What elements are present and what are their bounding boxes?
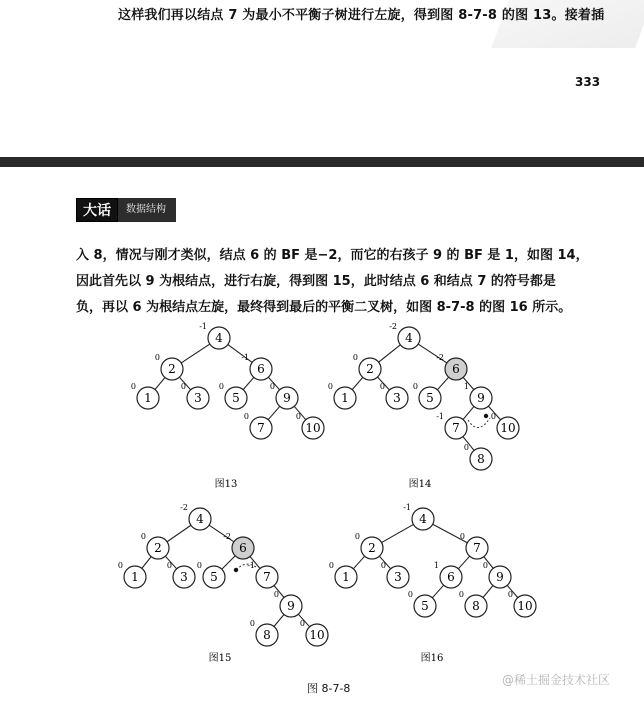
rotation-arrow-head-icon (484, 414, 488, 418)
tree-node-label: 3 (393, 391, 401, 405)
figure-caption: 图15 (208, 653, 232, 664)
tree-node-label: 2 (368, 541, 376, 555)
tree-node-label: 3 (394, 570, 402, 584)
balance-factor: 0 (243, 412, 249, 421)
balance-factor: -2 (180, 503, 188, 512)
tree-node-label: 2 (168, 362, 176, 376)
balance-factor: 0 (352, 353, 358, 362)
tree-node-label: 1 (342, 570, 350, 584)
tree-node-label: 1 (341, 391, 349, 405)
tree-node-label: 8 (263, 628, 271, 642)
balance-factor: -1 (241, 353, 249, 362)
balance-factor: -2 (389, 322, 397, 331)
tree-figure-15 (118, 503, 328, 664)
balance-factor: 0 (412, 382, 418, 391)
balance-factor: 0 (273, 590, 279, 599)
tree-figure-16 (329, 503, 536, 664)
tree-edge (243, 377, 254, 389)
tree-node-label: 1 (131, 570, 139, 584)
tree-edge (268, 406, 280, 419)
tree-edge (463, 406, 474, 419)
tree-node-label: 10 (305, 421, 321, 435)
tree-edge (142, 557, 151, 569)
paragraph-line: 负，再以 6 为根结点左旋，最终得到最后的平衡二叉树，如图 8-7-8 的图 16 所示。 (76, 300, 572, 315)
balance-factor: 0 (354, 532, 360, 541)
tree-node-label: 9 (287, 599, 295, 613)
tree-node-label: 7 (257, 421, 265, 435)
balance-factor: 0 (154, 353, 160, 362)
tree-node-label: 1 (144, 391, 152, 405)
balance-factor: 0 (249, 619, 255, 628)
tree-node-label: 3 (180, 570, 188, 584)
tree-edge (352, 377, 363, 389)
tree-edge (274, 614, 284, 626)
paragraph-line: 入 8，情况与刚才类似，结点 6 的 BF 是−2，而它的右孩子 9 的 BF 是 1，如图 14， (76, 248, 589, 263)
tree-node-label: 6 (257, 362, 265, 376)
tree-edge (155, 377, 165, 389)
tree-node-label: 4 (405, 331, 413, 345)
balance-factor: 0 (196, 561, 202, 570)
figure-caption: 图14 (408, 479, 432, 490)
tree-node-label: 4 (215, 331, 223, 345)
balance-factor: -2 (436, 353, 444, 362)
figure-caption: 图13 (214, 479, 238, 490)
rotation-arrow-icon (468, 418, 490, 428)
tree-edge (222, 556, 235, 569)
tree-node-label: 2 (366, 362, 374, 376)
tree-node-label: 2 (154, 541, 162, 555)
tree-node-label: 8 (477, 452, 485, 466)
tree-node-label: 8 (472, 599, 480, 613)
tree-node-label: 7 (473, 541, 481, 555)
balance-factor: 1 (433, 561, 439, 570)
tree-edge (483, 585, 493, 597)
tree-node-label: 6 (239, 541, 247, 555)
balance-factor: 0 (463, 443, 469, 452)
top-text-line: 这样我们再以结点 7 为最小不平衡子树进行左旋，得到图 8-7-8 的图 13。接着插 (118, 8, 605, 23)
tree-node-label: 10 (309, 628, 325, 642)
tree-edge (379, 345, 401, 362)
tree-figure-14 (328, 322, 519, 490)
tree-edge (382, 524, 414, 542)
tree-node-label: 4 (196, 512, 204, 526)
logo-main: 大话 (76, 198, 118, 222)
balance-factor: -1 (247, 561, 255, 570)
balance-factor: 0 (130, 382, 136, 391)
tree-node-label: 9 (496, 570, 504, 584)
tree-edge (458, 556, 469, 569)
tree-node-label: 5 (421, 599, 429, 613)
balance-factor: 0 (407, 590, 413, 599)
balance-factor: 0 (218, 382, 224, 391)
tree-figure-13 (131, 322, 324, 490)
tree-edge (437, 377, 448, 390)
tree-node-label: 7 (452, 421, 460, 435)
balance-factor: 1 (463, 382, 469, 391)
balance-factor: 0 (140, 532, 146, 541)
site-watermark: @稀土掘金技术社区 (502, 673, 611, 687)
balance-factor: 0 (380, 561, 386, 570)
rotation-arrow-head-icon (234, 568, 238, 572)
tree-node-label: 10 (500, 421, 516, 435)
balance-factor: 0 (507, 590, 513, 599)
balance-factor: 0 (328, 561, 334, 570)
tree-node-label: 5 (210, 570, 218, 584)
balance-factor: -2 (223, 532, 231, 541)
balance-factor: 0 (295, 412, 301, 421)
balance-factor: -1 (436, 412, 444, 421)
balance-factor: 0 (299, 619, 305, 628)
balance-factor: 0 (459, 532, 465, 541)
tree-node-label: 6 (447, 570, 455, 584)
tree-edge (432, 585, 443, 598)
tree-node-label: 5 (426, 391, 434, 405)
tree-node-label: 9 (283, 391, 291, 405)
tree-node-label: 5 (232, 391, 240, 405)
page-number: 333 (575, 75, 601, 89)
tree-node-label: 9 (477, 391, 485, 405)
paragraph-line: 因此首先以 9 为根结点，进行右旋，得到图 15，此时结点 6 和结点 7 的符号都是 (76, 274, 556, 289)
tree-node-label: 4 (419, 512, 427, 526)
logo-sub: 数据结构 (118, 198, 176, 222)
balance-factor: 0 (180, 382, 186, 391)
balance-factor: 0 (379, 382, 385, 391)
tree-node-label: 6 (452, 362, 460, 376)
tree-node-label: 10 (517, 599, 533, 613)
tree-edge (167, 525, 191, 541)
tree-edge (181, 344, 210, 363)
balance-factor: 0 (327, 382, 333, 391)
balance-factor: -1 (403, 503, 411, 512)
tree-node-label: 7 (263, 570, 271, 584)
tree-node-label: 3 (194, 391, 202, 405)
figure-caption-main: 图 8-7-8 (307, 682, 351, 695)
balance-factor: 0 (482, 561, 488, 570)
tree-edge (353, 556, 364, 569)
figure-caption: 图16 (420, 653, 444, 664)
balance-factor: 0 (166, 561, 172, 570)
balance-factor: 0 (117, 561, 123, 570)
balance-factor: -1 (199, 322, 207, 331)
balance-factor: 0 (458, 590, 464, 599)
balance-factor: 0 (490, 412, 496, 421)
balance-factor: 0 (269, 382, 275, 391)
